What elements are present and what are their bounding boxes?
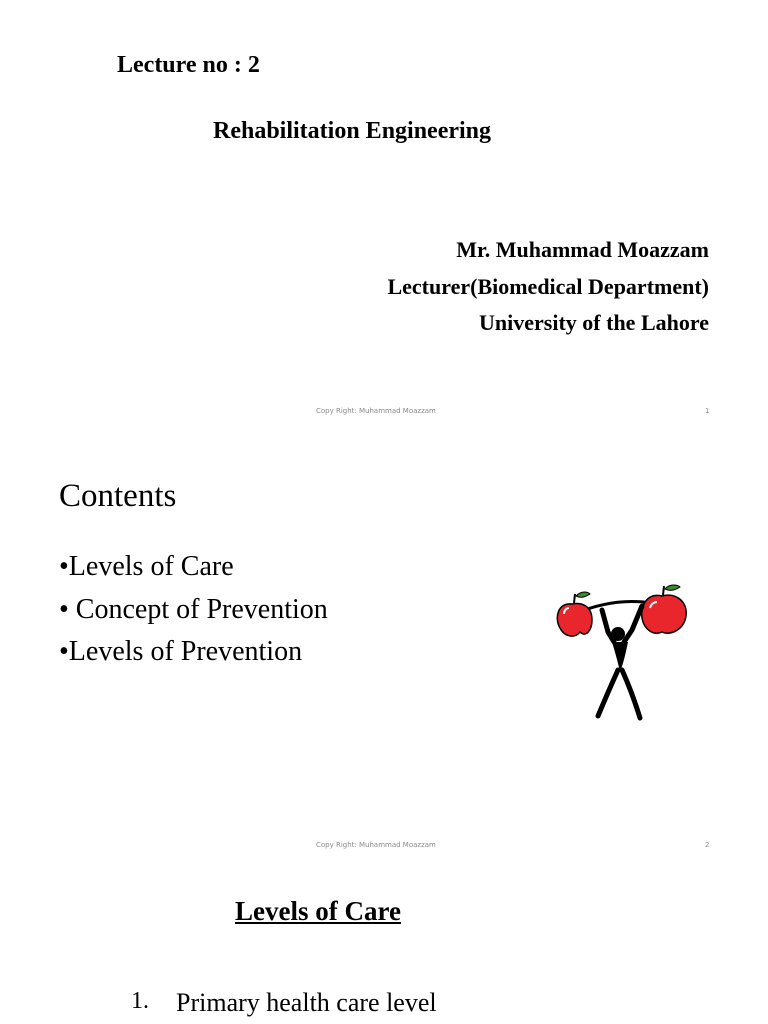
levels-of-care-slide	[0, 868, 768, 1024]
bullet-item: •Levels of Care	[59, 551, 234, 582]
title-slide	[0, 0, 768, 434]
list-item-text: Primary health care level	[176, 988, 437, 1017]
lecture-number: Lecture no : 2	[117, 52, 260, 78]
contents-slide	[0, 434, 768, 868]
page-number: 1	[705, 407, 710, 415]
contents-title: Contents	[59, 478, 177, 514]
university-name: University of the Lahore	[479, 310, 709, 335]
copyright-footer: Copy Right: Muhammad Moazzam	[316, 841, 436, 849]
bullet-item: •Levels of Prevention	[59, 636, 303, 667]
weightlifter-apples-icon	[552, 584, 692, 724]
slide-title: Levels of Care	[235, 896, 401, 926]
page-number: 2	[705, 841, 710, 849]
bullet-item: • Concept of Prevention	[59, 594, 328, 625]
author-role: Lecturer(Biomedical Department)	[387, 274, 709, 299]
course-title: Rehabilitation Engineering	[213, 118, 492, 144]
author-name: Mr. Muhammad Moazzam	[456, 237, 709, 262]
list-item-number: 1.	[131, 988, 149, 1014]
copyright-footer: Copy Right: Muhammad Moazzam	[316, 407, 436, 415]
